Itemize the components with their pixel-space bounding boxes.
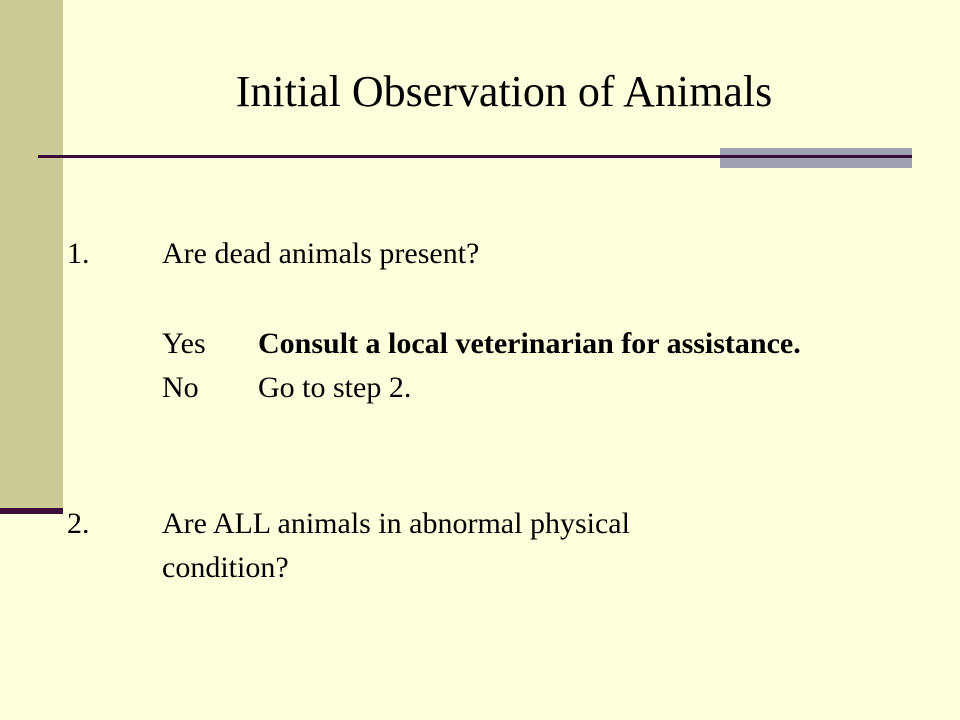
title-divider-block (720, 148, 912, 168)
step2-number: 2. (67, 507, 90, 540)
step1-number: 1. (67, 237, 90, 270)
step1-yes-action: Consult a local veterinarian for assistance. (258, 327, 801, 360)
step1-question: Are dead animals present? (162, 237, 480, 270)
step1-no-action: Go to step 2. (258, 371, 412, 404)
step2-question-line1: Are ALL animals in abnormal physical (162, 507, 630, 540)
step1-no-label: No (162, 371, 199, 404)
step1-yes-label: Yes (162, 327, 206, 360)
step2-question-line2: condition? (162, 551, 289, 584)
left-accent-line (0, 508, 63, 514)
slide-title: Initial Observation of Animals (235, 67, 773, 116)
